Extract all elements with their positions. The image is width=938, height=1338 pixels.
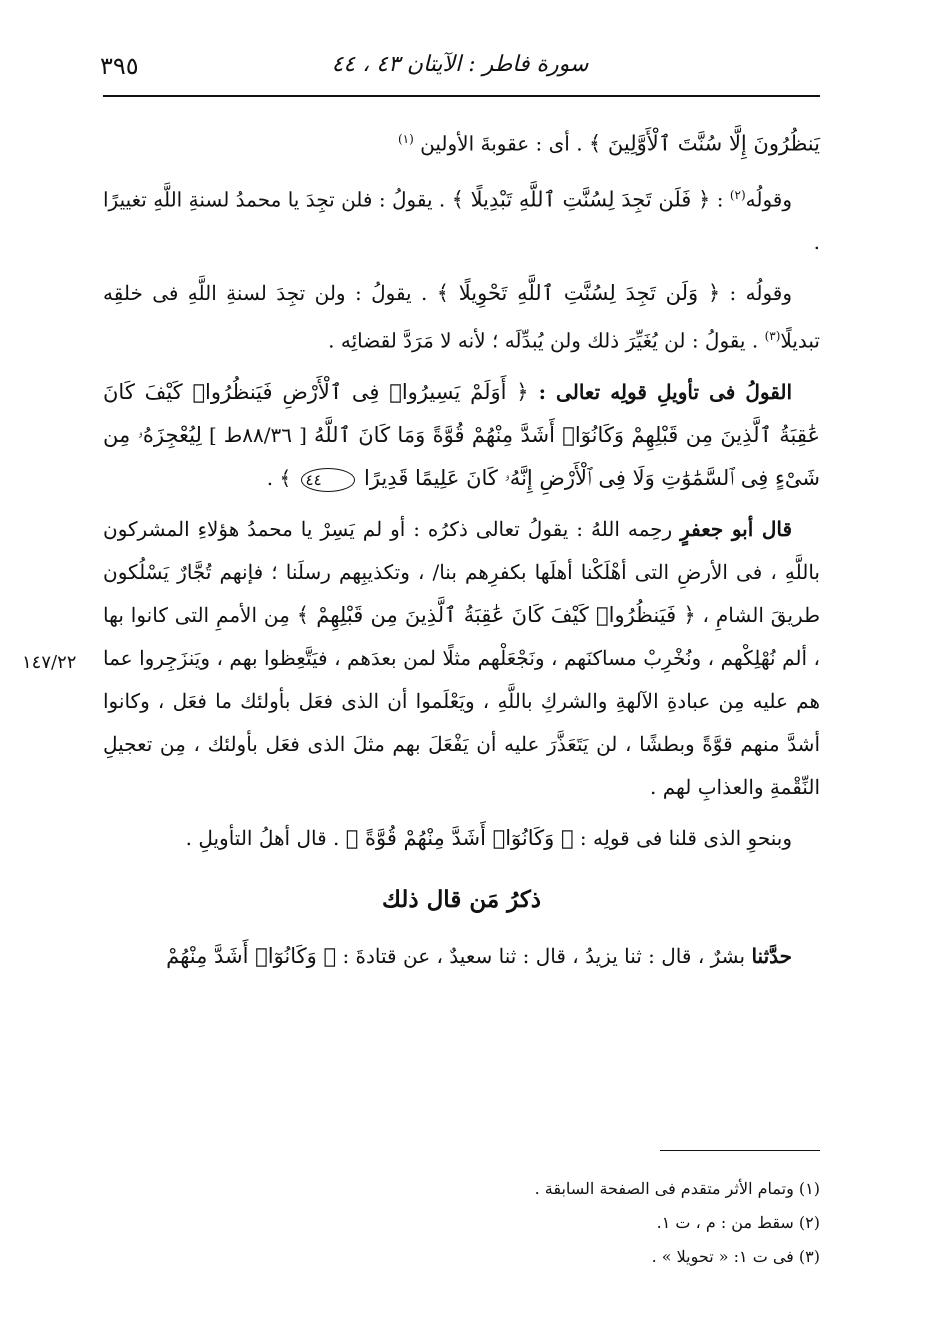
- section-heading: ذكرُ مَن قال ذلك: [381, 885, 542, 913]
- quran-quote: يَنظُرُونَ إِلَّا سُنَّتَ ٱلْأَوَّلِينَ ﴾: [588, 131, 820, 156]
- footnote-ref[interactable]: (١): [397, 132, 414, 146]
- paragraph-text: رحِمه اللهُ : يقولُ تعالى ذكرُه : أو لم يَسِرْ يا محمدُ هؤلاءِ المشركون باللَّهِ ، فى الأرضِ التى أهْلَكْنا أهلَها بكفرِهم بنا/ ، وتكذيبِهم رسلَنا ؛ فإنهم تُجَّارٌ يَسْلُكون طريقَ الشامِ ،: [103, 516, 820, 627]
- paragraph-lead: وبنحوِ الذى قلنا فى قولِه :: [573, 825, 792, 850]
- quran-quote: ﴿ فَيَنظُرُوا۟ كَيْفَ كَانَ عَٰقِبَةُ ٱلَّذِينَ مِن قَبْلِهِمْ ﴾: [296, 602, 696, 627]
- footnote-3: (٣) فى ت ١: « تحويلا » .: [651, 1247, 820, 1266]
- body-text: [103, 118, 820, 986]
- margin-note: ١٤٧/٢٢: [22, 652, 77, 673]
- paragraph-text: بشرٌ ، قال : ثنا يزيدُ ، قال : ثنا سعيدٌ ، عن قتادةَ :: [336, 943, 746, 968]
- quran-quote: ﴿ فَلَن تَجِدَ لِسُنَّتِ ٱللَّهِ تَبْدِيلًا ﴾: [451, 187, 711, 212]
- quran-quote: لِيُعْجِزَهُۥ مِن شَىْءٍ فِى ٱلسَّمَٰوَٰتِ وَلَا فِى ٱلْأَرْضِ إِنَّهُۥ كَانَ عَلِيمًا قَدِيرًا: [103, 422, 820, 490]
- paragraph-7: [103, 935, 820, 978]
- paragraph-text: . أى : عقوبةَ الأولين: [420, 131, 583, 156]
- separator: :: [710, 187, 730, 212]
- paragraph-text: . يقولُ : فلن تجِدَ يا محمدُ لسنةِ اللَّهِ تغييرًا .: [103, 187, 820, 255]
- paragraph-text: . قال أهلُ التأويلِ .: [185, 825, 340, 850]
- footnote-1: (١) وتمام الأثر متقدم فى الصفحة السابقة .: [534, 1179, 820, 1198]
- paragraph-4: [103, 371, 820, 500]
- paragraph-text: . يقولُ : ولن تجِدَ لسنةِ اللَّهِ فى خلقِه تبديلًا: [103, 281, 820, 353]
- quote-close: ﴾ .: [266, 465, 292, 490]
- page-header: [100, 48, 820, 88]
- header-rule: [103, 95, 820, 97]
- running-title: سورة فاطر : الآيتان ٤٣ ، ٤٤: [331, 52, 589, 77]
- paragraph-text: . يقولُ : لن يُغَيِّرَ ذلك ولن يُبدِّلَه ؛ لأنه لا مَرَدَّ لقضائِه .: [328, 328, 759, 353]
- quran-quote: ﴿ وَلَن تَجِدَ لِسُنَّتِ ٱللَّهِ تَحْوِيلًا ﴾: [436, 281, 721, 306]
- footnotes: [300, 1172, 820, 1274]
- ayah-number-marker: ٤٤: [301, 468, 355, 492]
- footnote-rule: [660, 1150, 820, 1151]
- footnote-ref[interactable]: (٣): [764, 329, 781, 344]
- paragraph-6: [103, 817, 820, 860]
- quran-quote: ﴿ أَوَلَمْ يَسِيرُوا۟ فِى ٱلْأَرْضِ فَيَنظُرُوا۟ كَيْفَ كَانَ عَٰقِبَةُ ٱلَّذِينَ مِن قَبْلِهِمْ وَكَانُوٓا۟ أَشَدَّ مِنْهُمْ قُوَّةً وَمَا كَانَ ٱللَّهُ: [103, 379, 821, 447]
- quran-quote: ﴿ وَكَانُوٓا۟ أَشَدَّ مِنْهُمْ: [166, 943, 337, 968]
- paragraph-3: [103, 272, 820, 363]
- quran-quote: ﴿ وَكَانُوٓا۟ أَشَدَّ مِنْهُمْ قُوَّةً ﴾: [345, 825, 574, 850]
- isnad-lead: حدَّثنا: [751, 943, 792, 968]
- footnote-2: (٢) سقط من : م ، ت ١.: [656, 1213, 820, 1232]
- paragraph-2: [103, 174, 820, 265]
- paragraph-5: [103, 508, 820, 809]
- author-name: قال أبو جعفرٍ: [680, 516, 793, 541]
- paragraph-1: [103, 118, 820, 166]
- section-lead: القولُ فى تأويلِ قولِه تعالى :: [528, 379, 793, 404]
- footnote-ref[interactable]: (٢): [729, 187, 746, 202]
- paragraph-lead: وقولُه: [745, 187, 793, 212]
- paragraph-text: مِن الأممِ التى كانوا بها ، ألم نُهْلِكْهم ، ونُخْرِبْ مساكنَهم ، ونَجْعَلْهم مثلًا لمن بعدَهم ، فيَتَّعِظوا بهم ، ويَنزَجِروا عما هم عليه مِن عبادةِ الآلهةِ والشركِ باللَّهِ ، ويَعْلَموا أن الذى فعَل بأولئك ما فعَل ، وكانوا أشدَّ منهم قوَّةً وبطشًا ، لن يَتَعَذَّرَ عليه أن يَفْعَلَ بهم مثلَ الذى فعَل بأولئك ، مِن تعجيلِ النِّقْمةِ والعذابِ لهم .: [103, 602, 820, 799]
- volume-page-reference: [ ٨٨/٣٦ط ]: [208, 422, 307, 447]
- paragraph-lead: وقولُه :: [720, 281, 793, 306]
- page-number: ٣٩٥: [100, 52, 139, 80]
